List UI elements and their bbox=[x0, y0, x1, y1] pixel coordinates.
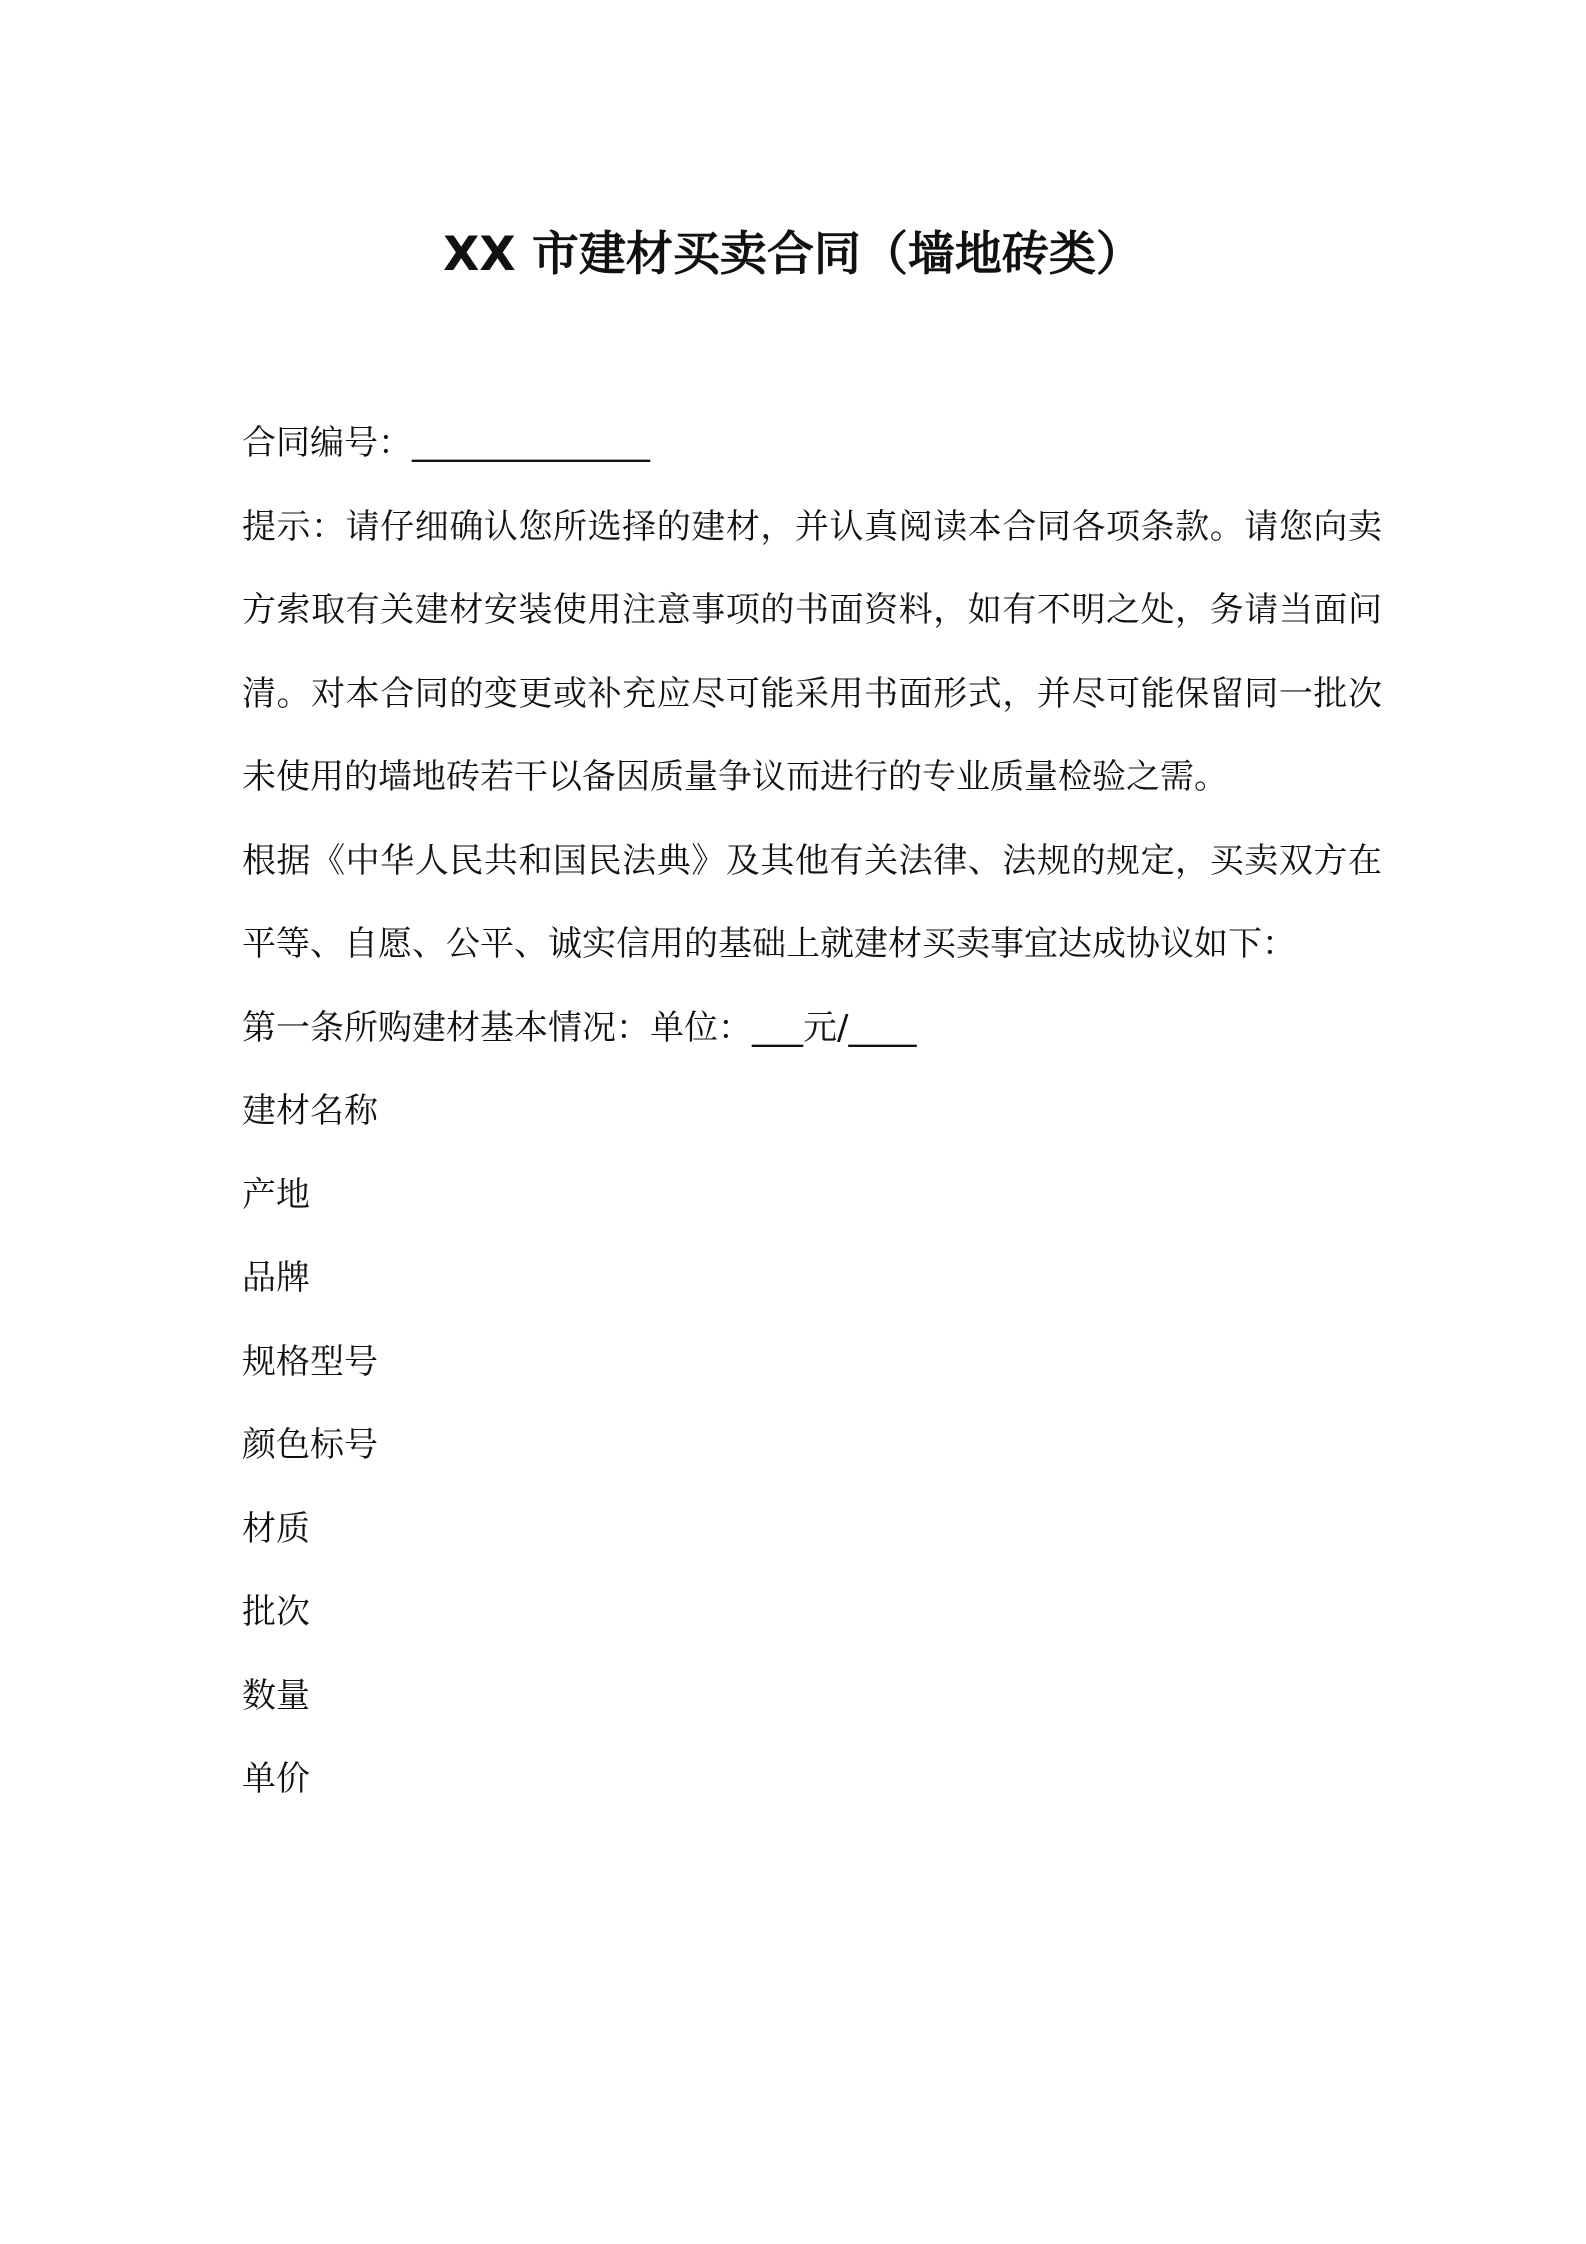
article-1-heading: 第一条所购建材基本情况：单位：___元/____ bbox=[242, 1007, 917, 1048]
field-batch: 批次 bbox=[242, 1592, 310, 1632]
document-body bbox=[242, 402, 1382, 1822]
field-quantity: 数量 bbox=[242, 1675, 310, 1716]
field-material-quality: 材质 bbox=[242, 1508, 310, 1549]
notice-paragraph: 提示：请仔细确认您所选择的建材，并认真阅读本合同各项条款。请您向卖方索取有关建材安装使用注意事项的书面资料，如有不明之处，务请当面问清。对本合同的变更或补充应尽可能采用书面形式，并尽可能保留同一批次未使用的墙地砖若干以备因质量争议而进行的专业质量检验之需。 bbox=[242, 506, 1382, 797]
field-material-name: 建材名称 bbox=[242, 1091, 378, 1131]
field-color-code: 颜色标号 bbox=[242, 1425, 378, 1465]
field-specification-model: 规格型号 bbox=[242, 1341, 378, 1382]
field-brand: 品牌 bbox=[242, 1258, 310, 1298]
field-unit-price: 单价 bbox=[242, 1759, 310, 1799]
document-title: XX 市建材买卖合同（墙地砖类） bbox=[443, 227, 1143, 282]
preamble-paragraph: 根据《中华人民共和国民法典》及其他有关法律、法规的规定，买卖双方在平等、自愿、公平、诚实信用的基础上就建材买卖事宜达成协议如下： bbox=[242, 840, 1382, 964]
contract-number-line: 合同编号：______________ bbox=[242, 423, 650, 463]
field-origin: 产地 bbox=[242, 1174, 310, 1215]
